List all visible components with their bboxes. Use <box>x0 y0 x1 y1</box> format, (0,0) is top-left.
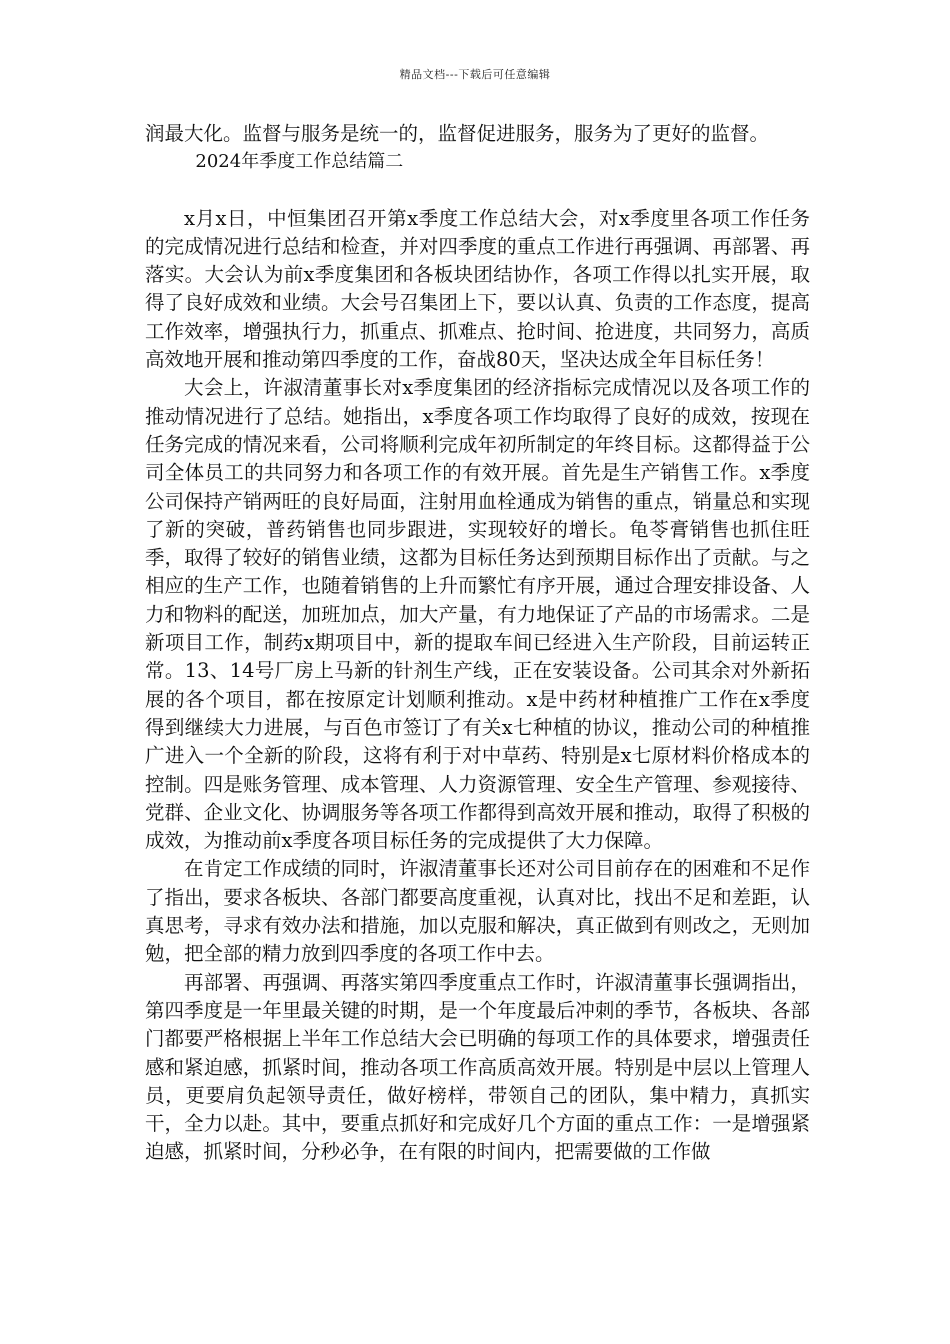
lead-paragraph: 润最大化。监督与服务是统一的，监督促进服务，服务为了更好的监督。 <box>145 122 770 145</box>
paragraph-2: 大会上，许淑清董事长对x季度集团的经济指标完成情况以及各项工作的推动情况进行了总结。她指出，x季度各项工作均取得了良好的成效，按现在任务完成的情况来看，公司将顺利完成年初所制定的年终目标。这都得益于公司全体员工的共同努力和各项工作的有效开展。首先是生产销售工作。x季度公司保持产销两旺的良好局面，注射用血栓通成为销售的重点，销量总和实现了新的突破，普药销售也同步跟进，实现较好的增长。龟苓膏销售也抓住旺季，取得了较好的销售业绩，这都为目标任务达到预期目标作出了贡献。与之相应的生产工作，也随着销售的上升而繁忙有序开展，通过合理安排设备、人力和物料的配送，加班加点，加大产量，有力地保证了产品的市场需求。二是新项目工作，制药x期项目中，新的提取车间已经进入生产阶段，目前运转正常。13、14号厂房上马新的针剂生产线，正在安装设备。公司其余对外新拓展的各个项目，都在按原定计划顺利推动。x是中药材种植推广工作在x季度得到继续大力进展，与百色市签订了有关x七种植的协议，推动公司的种植推广进入一个全新的阶段，这将有利于对中草药、特别是x七原材料价格成本的控制。四是账务管理、成本管理、人力资源管理、安全生产管理、参观接待、党群、企业文化、协调服务等各项工作都得到高效开展和推动，取得了积极的成效，为推动前x季度各项目标任务的完成提供了大力保障。 <box>145 376 810 853</box>
page-header: 精品文档---下载后可任意编辑 <box>399 68 551 81</box>
paragraph-3: 在肯定工作成绩的同时，许淑清董事长还对公司目前存在的困难和不足作了指出，要求各板块、各部门都要高度重视，认真对比，找出不足和差距，认真思考，寻求有效办法和措施，加以克服和解决，真正做到有则改之，无则加勉，把全部的精力放到四季度的各项工作中去。 <box>145 857 810 966</box>
paragraph-4: 再部署、再强调、再落实第四季度重点工作时，许淑清董事长强调指出，第四季度是一年里最关键的时期，是一个年度最后冲刺的季节，各板块、各部门都要严格根据上半年工作总结大会已明确的每项工作的具体要求，增强责任感和紧迫感，抓紧时间，推动各项工作高质高效开展。特别是中层以上管理人员，更要肩负起领导责任，做好榜样，带领自己的团队，集中精力，真抓实干，全力以赴。其中，要重点抓好和完成好几个方面的重点工作：一是增强紧迫感，抓紧时间，分秒必争，在有限的时间内，把需要做的工作做 <box>145 970 810 1164</box>
document-body <box>145 120 810 1167</box>
paragraph-1: x月x日，中恒集团召开第x季度工作总结大会，对x季度里各项工作任务的完成情况进行总结和检查，并对四季度的重点工作进行再强调、再部署、再落实。大会认为前x季度集团和各板块团结协作，各项工作得以扎实开展，取得了良好成效和业绩。大会号召集团上下，要以认真、负责的工作态度，提高工作效率，增强执行力，抓重点、抓难点、抢时间、抢进度，共同努力，高质高效地开展和推动第四季度的工作，奋战80天，坚决达成全年目标任务！ <box>145 206 810 372</box>
section-title: 2024年季度工作总结篇二 <box>195 151 404 173</box>
